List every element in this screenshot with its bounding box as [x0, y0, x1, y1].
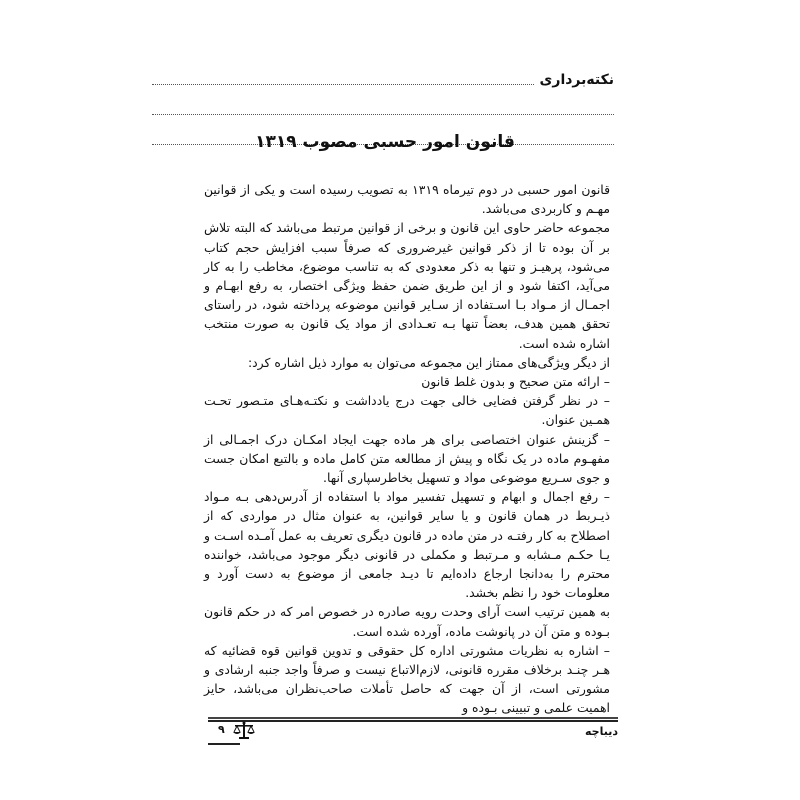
page-title: قانون امور حسبی مصوب ۱۳۱۹: [255, 132, 515, 152]
paragraph: مجموعه حاضر حاوی این قانون و برخی از قوانین مرتبط می‌باشد که البته تلاش بر آن بوده تا از ذکر قوانین غیرضروری که صرفاً سبب افزایش حجم کتاب می‌شود، پرهیـز و تنها به ذکر معدودی که به تناسب موضوع، مخاطب را به کار می‌آید، اکتفا شود و از این طریق ضمن حفظ ویژگی اختصار، به رفع ابهـام و اجمـال از مـواد بـا اسـتفاده از سـایر قوانین موضوعه پرداخته شود، در راستای تحقق همین هدف، بعضاً تنها بـه تعـدادی از مواد یک قانون به صورت منتخب اشاره شده است.: [204, 220, 610, 351]
scales-of-justice-icon: [232, 721, 256, 741]
paragraph: از دیگر ویژگی‌های ممتاز این مجموعه می‌توان به موارد ذیل اشاره کرد:: [247, 354, 610, 370]
paragraph: – اشاره به نظریات مشورتی اداره کل حقوقی و تدوین قوانین قوه قضائیه که هـر چنـد برخلاف مقرره قانونی، لازم‌الاتباع نیست و صرفاً واجد جنبه ارشادی و مشورتی است، از آن جهت که حاصل تأملات صاحب‌نظران می‌باشد، حایز اهمیت علمی و تبیینی بـوده و: [204, 642, 610, 716]
paragraph: – گزینش عنوان اختصاصی برای هر ماده جهت ایجاد امکـان درک اجمـالی از مفهـوم ماده در یک نگاه و پیش از مطالعه متن کامل ماده و بالتبع امکان جست و جوی سـریع موضوعی مواد و تسهیل بخاطرسپاری آنها.: [204, 431, 610, 486]
paragraph: – در نظر گرفتن فضایی خالی جهت درج یادداشت و نکتـه‌هـای متـصور تحـت همـین عنوان.: [204, 393, 610, 428]
paragraph: قانون امور حسبی در دوم تیرماه ۱۳۱۹ به تصویب رسیده است و یکی از قوانین مهـم و کاربردی می‌باشد.: [204, 182, 610, 217]
section-name: دیباچه: [585, 725, 618, 738]
page-number: ۹: [218, 723, 225, 736]
notes-label: نکته‌برداری: [539, 72, 614, 88]
paragraph: – رفع اجمال و ابهام و تسهیل تفسیر مواد با استفاده از آدرس‌دهی بـه مـواد ذیـربط در همان قانون و یا سایر قوانین، به عنوان مثال در مواردی که از اصطلاح به کار رفتـه در متن ماده در قانون دیگری تعریف به عمل آمـده اسـت و یـا حکـم مـشابه و مـرتبط و مکملی در قانونی دیگر موجود می‌باشد، خواننده محترم را به‌دانجا ارجاع داده‌ایم تا دیـد جامعی از موضوع به دست آورد و معلومات خود را نظم بخشد.: [204, 489, 610, 601]
notes-line: [152, 88, 614, 118]
dotted-line: [152, 84, 534, 85]
page-footer: [208, 717, 618, 757]
body-text: [204, 180, 610, 718]
page-number-underline: [208, 743, 240, 745]
dotted-line: [152, 114, 614, 115]
paragraph: به همین ترتیب است آرای وحدت رویه صادره در خصوص امر که در حکم قانون بـوده و متن آن در پانوشت ماده، آورده شده است.: [204, 604, 610, 639]
paragraph: – ارائه متن صحیح و بدون غلط قانون: [421, 374, 610, 390]
notes-line: [152, 58, 614, 88]
footer-rule: [208, 717, 618, 719]
footer-rule: [208, 720, 618, 722]
